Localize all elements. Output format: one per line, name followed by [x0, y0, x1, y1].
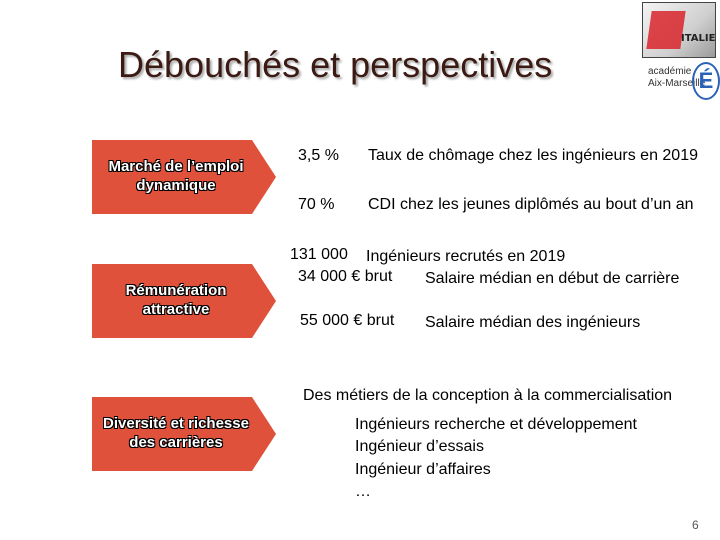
list-item: Ingénieur d’essais — [355, 438, 484, 456]
recrutes-value: 131 000 — [290, 246, 348, 263]
recrutes-text: Ingénieurs recrutés en 2019 — [366, 248, 566, 265]
arrow-label: Diversité et richesse des carrières — [103, 415, 249, 451]
chomage-value: 3,5 % — [298, 147, 339, 164]
median-value: 55 000 € brut — [300, 312, 395, 329]
median-text: Salaire médian des ingénieurs — [425, 314, 641, 331]
academie-line2: Aix-Marseille — [648, 78, 706, 89]
arrow-remuneration — [92, 264, 276, 338]
debut-value: 34 000 € brut — [298, 268, 393, 285]
debut-text: Salaire médian en début de carrière — [425, 270, 680, 287]
school-logo — [642, 2, 716, 58]
academie-line1: académie — [648, 66, 692, 77]
page-number: 6 — [692, 518, 699, 532]
cdi-value: 70 % — [298, 196, 335, 213]
metiers-list — [355, 414, 637, 504]
school-logo-text: ITALIE — [681, 33, 716, 44]
slide-title: Débouchés et perspectives — [118, 44, 553, 85]
chomage-text: Taux de chômage chez les ingénieurs en 2019 — [368, 147, 698, 164]
arrow-marche-emploi — [92, 140, 276, 214]
academie-logo — [648, 62, 716, 102]
logo-stripe — [646, 11, 685, 49]
list-item: Ingénieurs recherche et développement — [355, 416, 637, 433]
arrow-label: Marché de l’emploi dynamique — [108, 158, 244, 194]
list-item: Ingénieur d’affaires — [355, 460, 491, 478]
arrow-label: Rémunération attractive — [125, 282, 227, 318]
list-item: … — [355, 483, 371, 501]
arrow-diversite — [92, 397, 276, 471]
cdi-text: CDI chez les jeunes diplômés au bout d’un an — [368, 196, 694, 213]
academie-mark: É — [692, 62, 720, 100]
metiers-heading: Des métiers de la conception à la commercialisation — [303, 387, 673, 404]
